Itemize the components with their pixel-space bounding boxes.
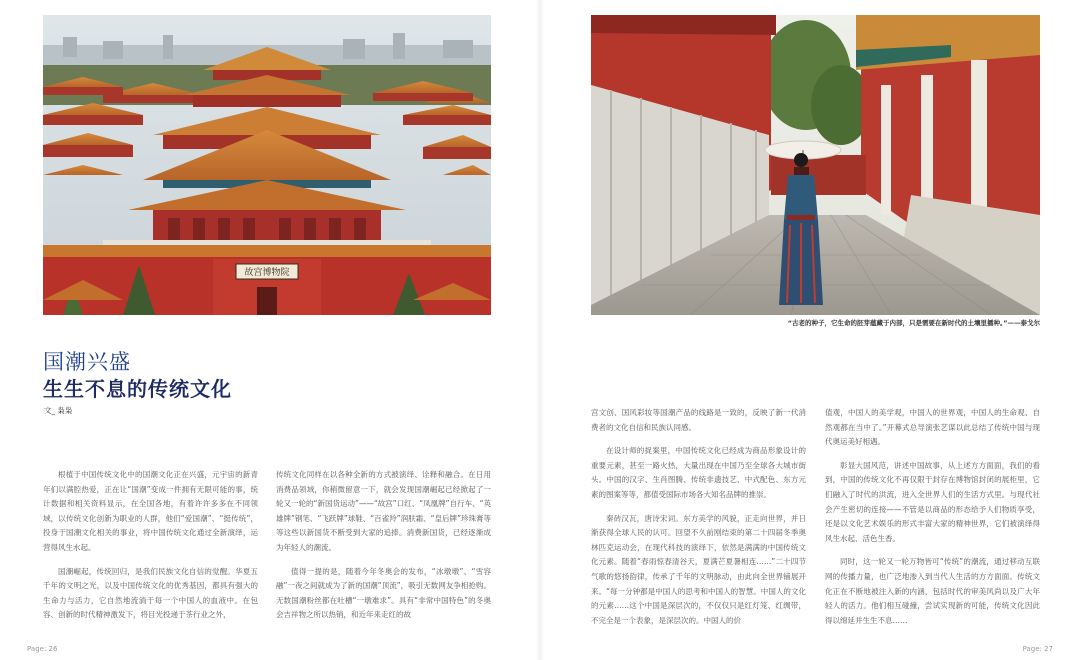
paragraph: 根植于中国传统文化中的国潮文化正在兴盛，元宇宙的新青年们以满腔热爱，正在让“国潮”变成一件拥有无限可能的事，统计数据和相关资料显示，在全国各地，有着许许多多在不同领域，以传统文化创新为职业的人群，他们“爱国潮”、“挺传统”，投身于国潮文化相关的事业，将中国传统文化通过全新演绎，运营得风生水起。 [43, 470, 258, 552]
paragraph: 彰显大国风范，讲述中国故事，从上述方方面面，我们的看到，中国的传统文化不再仅限于封存在博物馆封闭的展柜里，它们融入了时代的洪流，进入全世界人们的生活方式里。与现代社会产生密切的连接——不管是以商品的形态给予人们物质享受，还是以文化艺术娱乐的形式丰富大家的精神世界，它们被演绎得风生水起、活色生香。 [825, 460, 1040, 543]
article-title-line2: 生生不息的传统文化 [43, 377, 232, 401]
paragraph: 宫文创、国风彩妆等国潮产品的线路是一致的，反映了新一代消费者的文化自信和民族认同感。 [591, 408, 806, 432]
paragraph: 传统文化同样在以各种全新的方式被演绎、诠释和融合。在日用消费品领域，你稍微留意一下，就会发现国潮崛起已经掀起了一轮又一轮的“新国货运动”——“故宫”口红、“凤凰牌”自行车、“英雄牌”钢笔、“飞跃牌”球鞋、“百雀羚”润肤霜、“皇后牌”珍珠膏等等这些以新国货不断受到大家的追捧。消费新国货，已经逐渐成为年轻人的潮流。 [276, 470, 491, 552]
article-column-3 [591, 406, 806, 637]
article-title-line1: 国潮兴盛 [43, 350, 131, 374]
byline-prefix: 文_ [44, 406, 56, 415]
byline-author: 枭枭 [57, 406, 73, 415]
paragraph: 在设计师的捉案里，中国传统文化已经成为商品形象设计的重要元素，甚至一路火热，大量出现在中国乃至全球各大城市街头。中国的汉字、生肖图腾、传统非遗技艺、中式配色、东方元素的图案等等，都值受国际市场各大知名品牌的推崇。 [591, 446, 806, 499]
forbidden-city-rooftops-photo [43, 15, 491, 315]
article-column-1 [43, 468, 258, 632]
gate-plaque-text: 故宫博物院 [244, 268, 290, 278]
page-number-right: Page: 27 [1022, 645, 1053, 653]
paragraph: 国潮崛起，传统回归，是我们民族文化自信的觉醒。华夏五千年的文明之光，以及中国传统文化的优秀基因，都具有强大的生命力与活力，它自然地流淌于每一个中国人的血液中。在包容、创新的时代精神激发下，将目光投递于茶行业之外， [43, 566, 258, 620]
paragraph: 值观，中国人的美学观，中国人的世界观，中国人的生命观、自然观都在当中了。”开幕式总导演张艺谋以此总结了传统中国与现代奥运美好相遇。 [825, 408, 1040, 447]
paragraph: 同时，这一轮又一轮万物皆可“传统”的潮流，通过移动互联网的传播力量，也广泛地渗入到当代人生活的方方面面。传统文化正在不断地被注入新的内涵，包括时代的审美风尚以及广大年轻人的活力。他们相互碰撞，尝试实现新的可能，传统文化因此得以绵延并生生不息…… [825, 557, 1040, 625]
article-column-4 [825, 406, 1040, 637]
page-number-left: Page: 26 [27, 645, 58, 653]
article-column-2 [276, 468, 491, 632]
paragraph: 值得一提的是，随着今年冬奥会的发布，“冰墩墩”、“雪容融”一夜之间就成为了新的国潮“顶流”，吸引无数网友争相抢购。无数国潮粉丝都在吐槽“一墩难求”。具有“非常中国特色”的冬奥会吉祥物之所以热销，和近年来走红的故 [276, 566, 491, 620]
paragraph: 秦砖汉瓦，唐诗宋词。东方美学的风貌，正走向世界，并日渐获得全球人民的认可。回望不久前刚结束的第二十四届冬季奥林匹克运动会，在现代科技的演绎下，依然是满满的中国传统文化元素。随着“春雨惊春清谷天，夏满芒夏暑相连……”二十四节气歌的悠扬韵律，传承了千年的文明脉动，由此向全世界铺展开来。“每一分钟都是中国人的思考和中国人的智慧。中国人的文化的元素……这个中国是深层次的，不仅仅只是红灯笼、红绸带，不完全是一个表象，是深层次的。中国人的价 [591, 513, 806, 625]
right-page [540, 0, 1080, 660]
byline [43, 405, 73, 416]
woman-in-hanfu-with-umbrella-photo [591, 15, 1040, 315]
photo-caption-quote: “古老的种子，它生命的胚芽蕴藏于内部，只是需要在新时代的土壤里播种。”——泰戈尔 [787, 319, 1040, 327]
